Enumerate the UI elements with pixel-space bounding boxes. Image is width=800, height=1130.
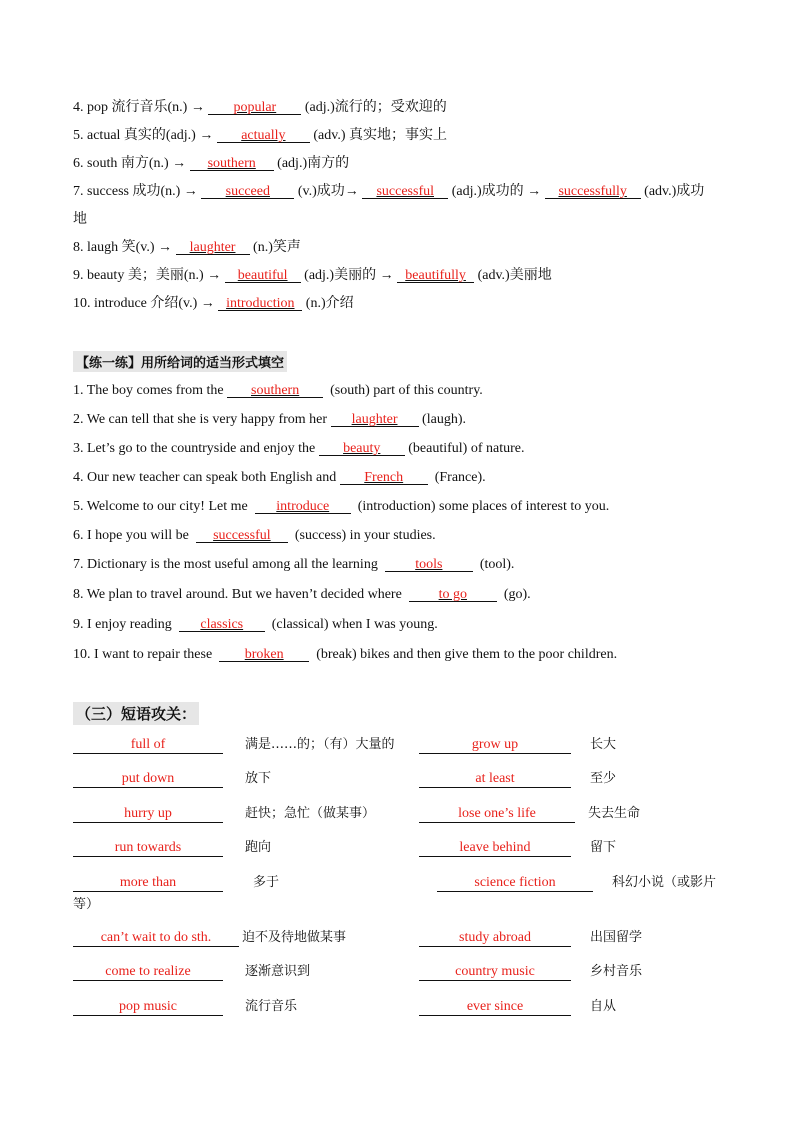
sentence-end: (break) bikes and then give them to the poor children.: [316, 647, 618, 662]
answer-blank: [545, 183, 641, 199]
answer-blank: [319, 440, 405, 456]
phrase-english: [73, 839, 223, 857]
sentence-start: 2. We can tell that she is very happy from her: [73, 412, 328, 427]
answer-text: actually: [241, 128, 286, 143]
phrase-chinese: 流行音乐: [245, 999, 298, 1014]
answer-blank: [219, 646, 309, 662]
phrase-english: [73, 736, 223, 754]
answer-blank: [409, 586, 497, 602]
phrase-english: [73, 805, 223, 823]
item-suffix: (n.)介绍: [305, 296, 354, 311]
phrase-chinese: 迫不及待地做某事: [242, 930, 347, 945]
item-suffix: (n.)笑声: [253, 240, 301, 255]
answer-blank: [179, 616, 265, 632]
item-number: 9.: [73, 268, 84, 283]
answer-text: French: [364, 470, 404, 485]
item-prompt: pop 流行音乐(n.) →: [87, 100, 205, 115]
phrase-answer: leave behind: [419, 839, 571, 857]
answer-blank: [331, 411, 419, 427]
word-form-item: [73, 183, 704, 201]
answer-text: laughter: [351, 412, 398, 427]
answer-blank: [255, 498, 351, 514]
phrase-answer: ever since: [419, 998, 571, 1016]
phrase-answer: come to realize: [73, 963, 223, 981]
answer-blank: [196, 527, 288, 543]
phrase-english: [419, 839, 571, 857]
phrase-chinese: 满是……的；（有）大量的: [245, 737, 395, 752]
answer-text: beauty: [343, 441, 381, 456]
answer-blank: [217, 127, 310, 143]
phrase-answer: more than: [73, 874, 223, 892]
phrase-answer: at least: [419, 770, 571, 788]
item-prompt: introduce 介绍(v.) →: [94, 296, 215, 311]
practice-item: [73, 469, 486, 487]
sentence-end: (tool).: [479, 557, 515, 572]
phrase-answer: hurry up: [73, 805, 223, 823]
item-number: 4.: [73, 100, 84, 115]
word-form-item: [73, 155, 349, 173]
item-suffix: (adj.)南方的: [277, 156, 350, 171]
phrase-chinese-wrap: 等）: [73, 897, 100, 912]
practice-item: [73, 382, 483, 400]
wrap-char: 地: [73, 212, 87, 227]
phrase-chinese: 长大: [590, 737, 617, 752]
practice-item: [73, 498, 609, 516]
answer-text: southern: [251, 383, 300, 398]
answer-text: classics: [200, 617, 244, 632]
answer-text: laughter: [189, 240, 236, 255]
sentence-end: (beautiful) of nature.: [408, 441, 525, 456]
phrase-english: [419, 805, 575, 823]
phrase-chinese: 跑向: [245, 840, 272, 855]
practice-item: [73, 556, 514, 574]
sentence-start: 4. Our new teacher can speak both English and: [73, 470, 337, 485]
phrase-english: [419, 929, 571, 947]
phrase-chinese: 乡村音乐: [590, 964, 643, 979]
phrase-answer: grow up: [419, 736, 571, 754]
word-form-item: [73, 295, 354, 313]
item-prompt: beauty 美；美丽(n.) →: [87, 268, 222, 283]
phrase-answer: run towards: [73, 839, 223, 857]
phrase-english: [437, 874, 593, 892]
answer-blank: [208, 99, 301, 115]
sentence-start: 1. The boy comes from the: [73, 383, 224, 398]
answer-blank: [340, 469, 428, 485]
answer-text: successfully: [558, 184, 627, 199]
word-form-item: [73, 267, 552, 285]
practice-item: [73, 586, 531, 604]
answer-blank: [190, 155, 274, 171]
word-form-item: [73, 239, 301, 257]
sentence-start: 3. Let’s go to the countryside and enjoy the: [73, 441, 316, 456]
answer-text: successful: [213, 528, 271, 543]
phrase-english: [73, 998, 223, 1016]
answer-blank: [385, 556, 473, 572]
answer-blank: [225, 267, 301, 283]
answer-text: beautiful: [237, 268, 288, 283]
phrase-answer: put down: [73, 770, 223, 788]
answer-text: broken: [244, 647, 284, 662]
sentence-start: 5. Welcome to our city! Let me: [73, 499, 248, 514]
item-prompt: laugh 笑(v.) →: [87, 240, 173, 255]
answer-text: southern: [207, 156, 256, 171]
item-number: 8.: [73, 240, 84, 255]
item-prompt: south 南方(n.) →: [87, 156, 187, 171]
word-form-item: [73, 127, 447, 145]
answer-text: introduction: [226, 296, 295, 311]
practice-section-title: 【练一练】用所给词的适当形式填空: [73, 351, 287, 372]
sentence-start: 6. I hope you will be: [73, 528, 189, 543]
answer-text: to go: [438, 587, 467, 602]
phrase-chinese: 多于: [253, 875, 280, 890]
phrase-answer: study abroad: [419, 929, 571, 947]
phrase-answer: full of: [73, 736, 223, 754]
practice-item: [73, 527, 436, 545]
phrase-answer: can’t wait to do sth.: [73, 929, 239, 947]
sentence-end: (go).: [503, 587, 531, 602]
practice-item: [73, 411, 466, 429]
phrase-english: [419, 736, 571, 754]
item-suffix: (adj.)流行的；受欢迎的: [304, 100, 447, 115]
item-number: 5.: [73, 128, 84, 143]
phrase-chinese: 科幻小说（或影片: [612, 875, 717, 890]
answer-text: successful: [376, 184, 434, 199]
phrase-chinese: 至少: [590, 771, 617, 786]
wrap-text: [73, 211, 87, 229]
word-form-item: [73, 99, 447, 117]
item-number: 6.: [73, 156, 84, 171]
phrase-english: [73, 963, 223, 981]
phrase-english: [419, 770, 571, 788]
sentence-start: 9. I enjoy reading: [73, 617, 172, 632]
sentence-end: (laugh).: [422, 412, 466, 427]
item-prompt: actual 真实的(adj.) →: [87, 128, 214, 143]
phrase-chinese: 留下: [590, 840, 617, 855]
phrase-chinese: 自从: [590, 999, 617, 1014]
sentence-end: (classical) when I was young.: [271, 617, 438, 632]
practice-item: [73, 646, 617, 664]
phrase-english: [73, 874, 223, 892]
phrase-answer: science fiction: [437, 874, 593, 892]
phrase-chinese: 赶快；急忙（做某事）: [245, 806, 376, 821]
answer-blank: [227, 382, 323, 398]
answer-blank: [176, 239, 250, 255]
sentence-start: 8. We plan to travel around. But we haven’t decided where: [73, 587, 402, 602]
sentence-end: (introduction) some places of interest to you.: [357, 499, 610, 514]
answer-text: tools: [415, 557, 443, 572]
item-suffix: (adv.)美丽地: [477, 268, 552, 283]
answer-blank: [218, 295, 302, 311]
phrase-answer: country music: [419, 963, 571, 981]
item-middle: (adj.)美丽的 →: [304, 268, 394, 283]
answer-blank: [362, 183, 448, 199]
phrase-chinese: 出国留学: [590, 930, 643, 945]
sentence-end: (success) in your studies.: [294, 528, 436, 543]
sentence-start: 7. Dictionary is the most useful among all the learning: [73, 557, 378, 572]
answer-text: introduce: [276, 499, 330, 514]
phrase-chinese: 失去生命: [588, 806, 641, 821]
item-middle: (v.)成功→: [297, 184, 359, 199]
phrase-english: [419, 963, 571, 981]
phrase-english: [73, 929, 239, 947]
item-middle: (adj.)成功的 →: [451, 184, 542, 199]
practice-item: [73, 440, 524, 458]
phrase-chinese: 放下: [245, 771, 272, 786]
item-number: 10.: [73, 296, 91, 311]
answer-blank: [397, 267, 474, 283]
phrase-english: [419, 998, 571, 1016]
phrase-chinese: 逐渐意识到: [245, 964, 311, 979]
phrase-answer: lose one’s life: [419, 805, 575, 823]
answer-text: popular: [233, 100, 277, 115]
answer-text: succeed: [225, 184, 270, 199]
sentence-end: (France).: [434, 470, 486, 485]
phrases-section-title: （三）短语攻关：: [73, 702, 199, 725]
answer-blank: [201, 183, 294, 199]
practice-item: [73, 616, 438, 634]
phrase-answer: pop music: [73, 998, 223, 1016]
item-suffix: (adv.)成功: [644, 184, 705, 199]
sentence-end: (south) part of this country.: [330, 383, 483, 398]
item-prompt: success 成功(n.) →: [87, 184, 198, 199]
item-suffix: (adv.) 真实地；事实上: [313, 128, 447, 143]
item-number: 7.: [73, 184, 84, 199]
phrase-english: [73, 770, 223, 788]
sentence-start: 10. I want to repair these: [73, 647, 213, 662]
answer-text: beautifully: [405, 268, 466, 283]
